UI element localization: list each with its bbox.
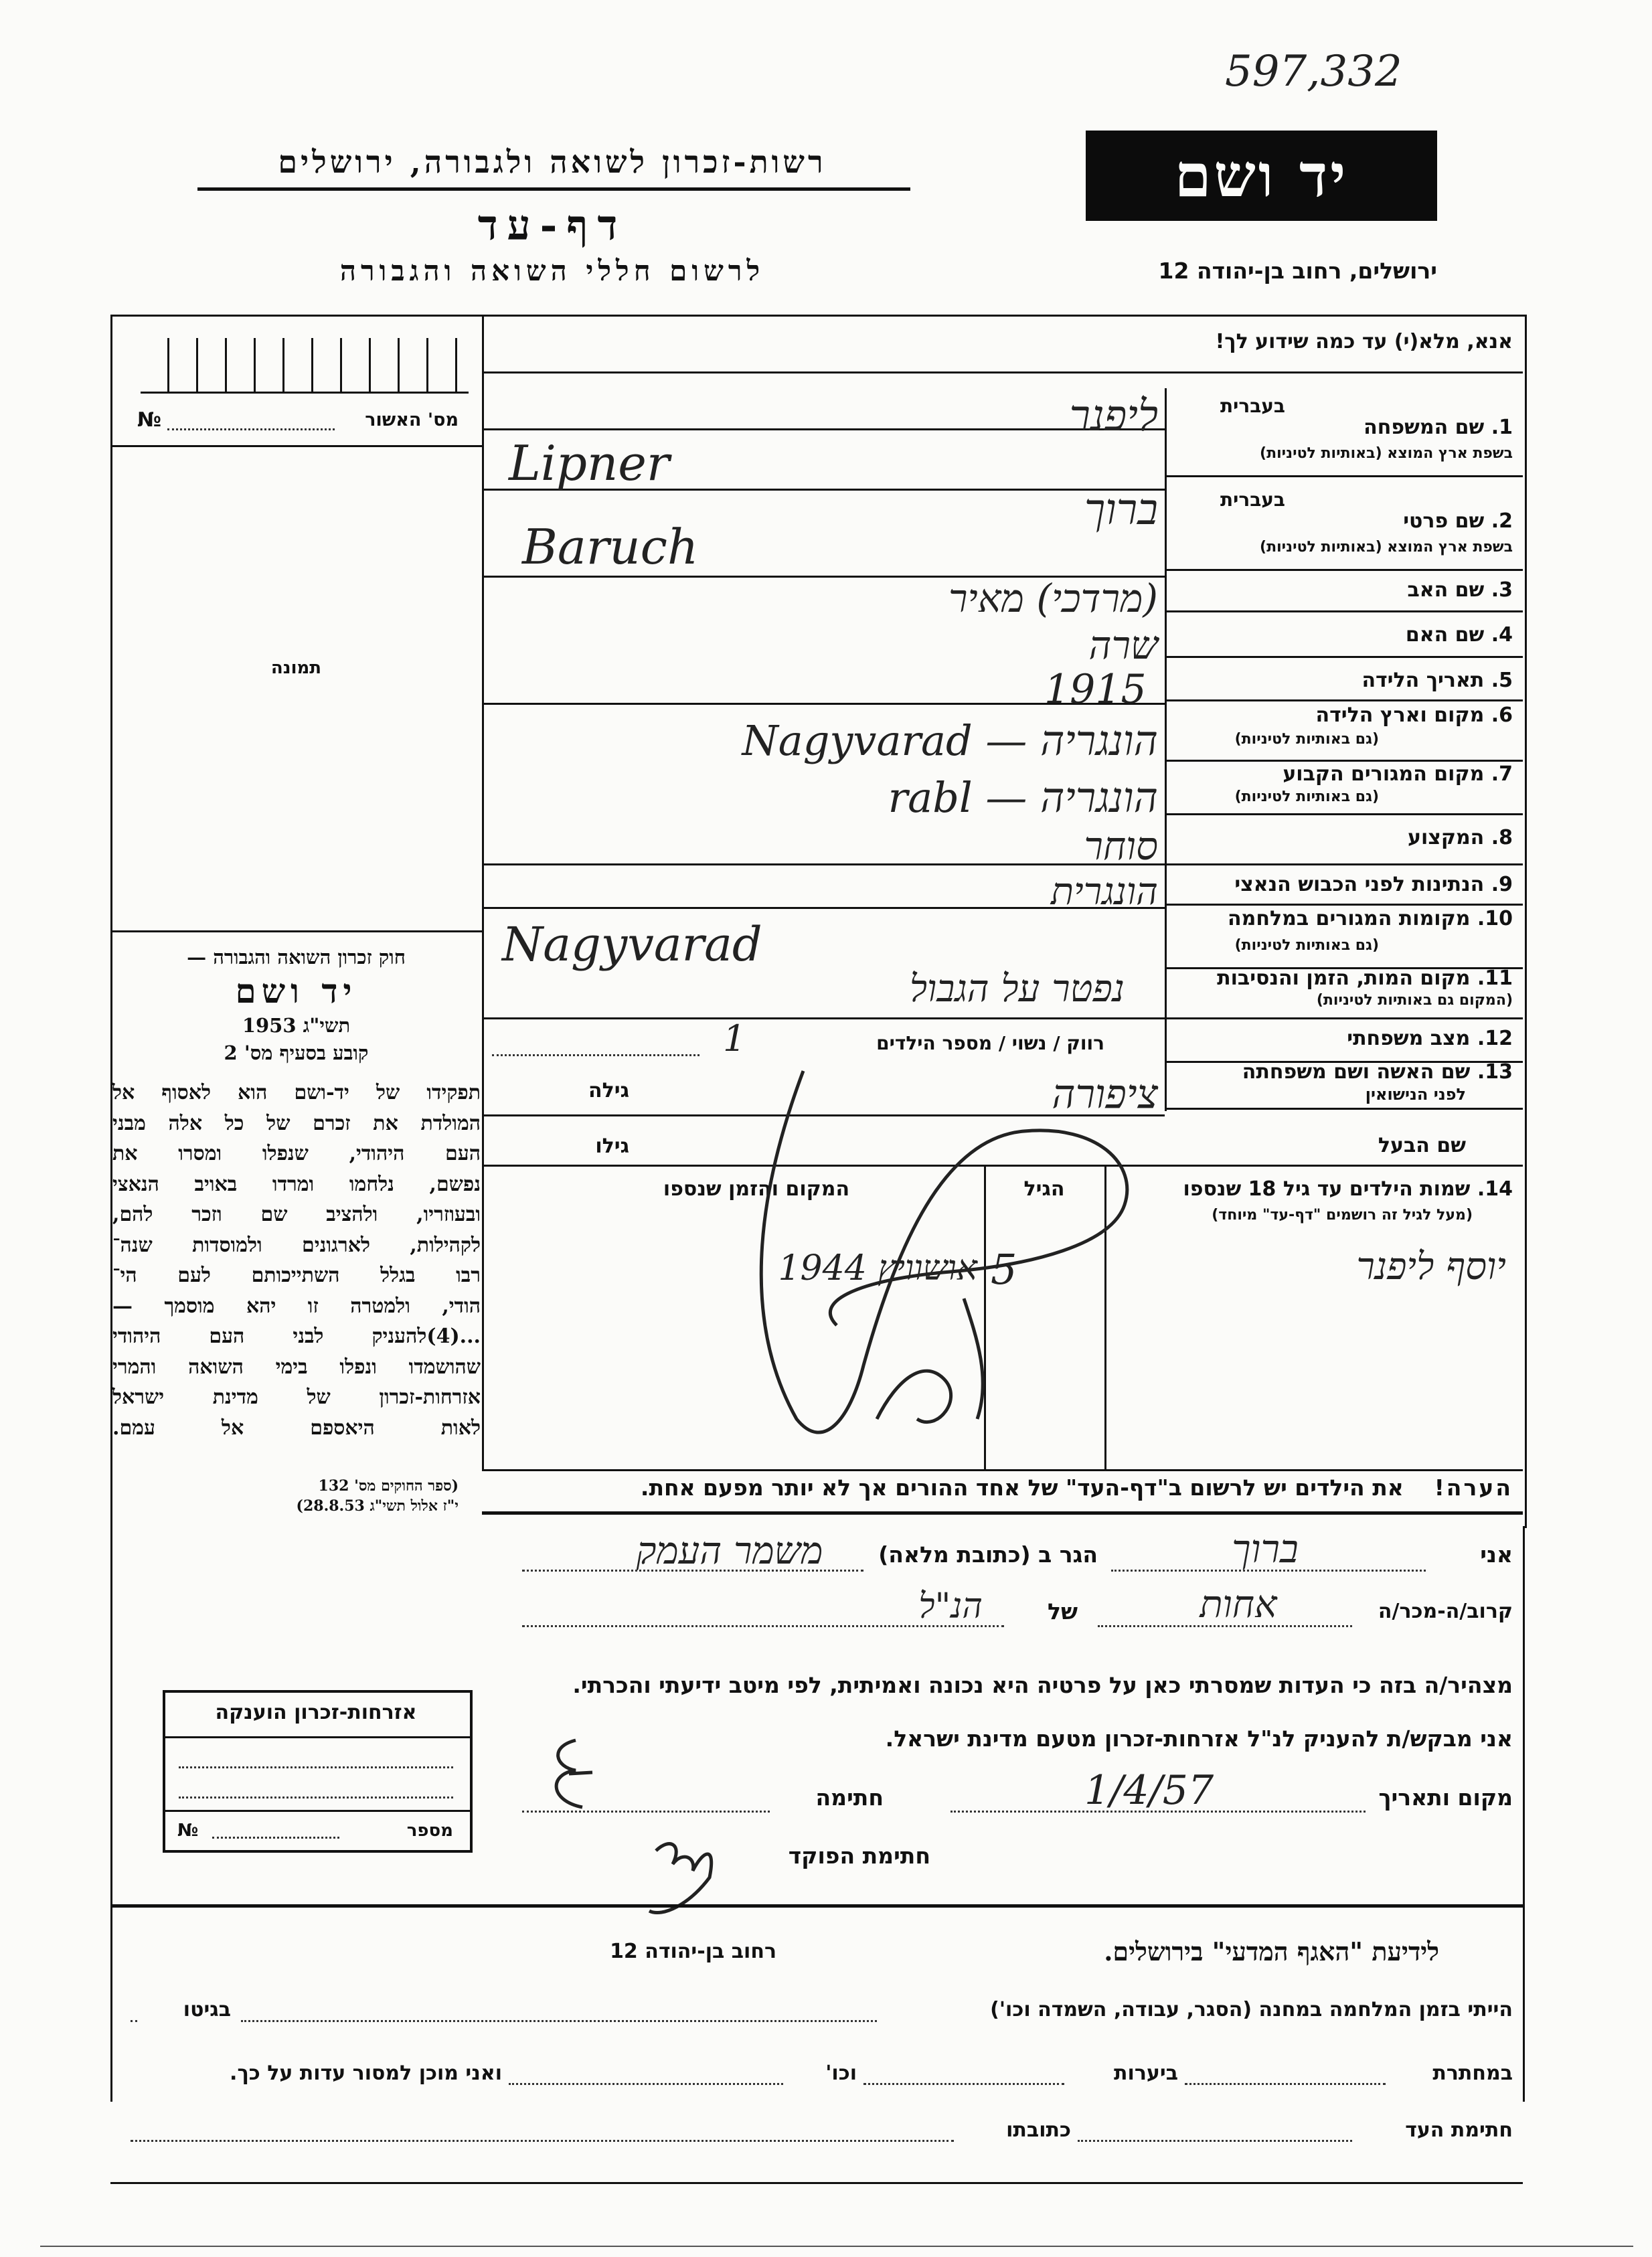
authority-heading: רשות-זכרון לשואה ולגבורה, ירושלים bbox=[278, 144, 827, 180]
wife-age-label: גילה bbox=[588, 1079, 629, 1102]
witness-sig-blank[interactable] bbox=[1078, 2140, 1352, 2142]
f14-sub-label: (מעל לגיל זה רושמים "דף-עד" מיוחד) bbox=[1212, 1207, 1473, 1224]
decl-i-label: אני bbox=[1480, 1541, 1513, 1568]
hw-children-count[interactable]: 1 bbox=[723, 1017, 746, 1060]
f2-hebrew-label: בעברית bbox=[1220, 489, 1285, 511]
f12-options: רווק / נשוי / מספר הילדים bbox=[876, 1032, 1104, 1054]
dept-rule bbox=[110, 1904, 1523, 1908]
law-text-line: המולדת את זכרם של כל אלה מבני bbox=[112, 1111, 481, 1135]
citizenship-line bbox=[179, 1766, 453, 1768]
law-block bbox=[114, 944, 479, 1067]
dept-ghetto-blank[interactable] bbox=[131, 2020, 137, 2022]
law-text-line: שהושמדו ונפלו בימי השואה והמרי bbox=[112, 1355, 481, 1379]
signature-stroke bbox=[649, 1844, 712, 1913]
hw-surname-latin[interactable]: Lipner bbox=[509, 435, 670, 491]
decl-name-line bbox=[1111, 1570, 1426, 1572]
archive-number: 597,332 bbox=[1225, 47, 1402, 96]
note-text: את הילדים יש לרשום ב"דף-העד" של אחד ההורים אך לא יותר מפעם אחת. bbox=[640, 1475, 1404, 1501]
law-ref-1: (ספר החוקים מס' 132 bbox=[318, 1477, 459, 1495]
law-text-line: העם היהודי, שנפלו ומסרו את bbox=[112, 1142, 481, 1165]
dept-camp-line: הייתי בזמן המלחמה במחנה (הסגר, עבודה, השמדה וכו') bbox=[990, 1998, 1513, 2021]
decl-relation-line bbox=[1098, 1625, 1352, 1627]
hw-declarant-name[interactable]: ברוך bbox=[1232, 1526, 1299, 1572]
photo-label: תמונה bbox=[270, 658, 322, 678]
place-date-line bbox=[951, 1811, 1366, 1813]
approval-rule bbox=[110, 445, 482, 447]
law-reference bbox=[124, 1476, 459, 1516]
citizenship-box bbox=[163, 1690, 473, 1853]
decl-relation-label: קרוב/ה-מכר/ה bbox=[1378, 1600, 1513, 1623]
decl-of-label: של bbox=[1048, 1598, 1078, 1624]
citizenship-title: אזרחות-זכרון הוענקה bbox=[215, 1701, 417, 1724]
husband-age-label: גילו bbox=[595, 1135, 629, 1158]
hw-rule bbox=[482, 1017, 1165, 1019]
f10-label: 10. מקומות המגורים במלחמה bbox=[1228, 907, 1513, 930]
dept-underground-label: במחתרת bbox=[1432, 2062, 1513, 2085]
field-rule bbox=[1165, 475, 1523, 477]
citizenship-title-rule bbox=[165, 1736, 470, 1738]
decl-address-line bbox=[522, 1570, 863, 1572]
law-name: יד ושם bbox=[235, 971, 357, 1011]
hw-mother[interactable]: שרה bbox=[1088, 622, 1158, 668]
dept-etc-label: וכו' bbox=[825, 2062, 857, 2085]
law-text-line: אזרחות-זכרון של מדינת ישראל bbox=[112, 1386, 481, 1409]
declarant-signature bbox=[535, 1734, 616, 1814]
field-rule bbox=[1165, 813, 1523, 815]
f9-label: 9. הנתינות לפני הכבוש הנאצי bbox=[1234, 873, 1513, 896]
citizenship-number-rule bbox=[165, 1810, 470, 1812]
f1-hebrew-label: בעברית bbox=[1220, 395, 1285, 417]
f13-label: 13. שם האשה ושם משפחתה bbox=[1242, 1060, 1513, 1084]
hw-residence[interactable]: הונגריה — rabl bbox=[888, 773, 1158, 822]
scribble-stroke bbox=[877, 1299, 983, 1422]
officer-sig-label: חתימת הפוקד bbox=[788, 1843, 930, 1869]
f7-sub-label: (גם באותיות לטיניות) bbox=[1234, 788, 1379, 805]
hw-date[interactable]: 1/4/57 bbox=[1084, 1767, 1214, 1814]
f11-sub-label: (המקום גם באותיות לטיניות) bbox=[1316, 992, 1513, 1009]
hw-father[interactable]: (מרדכי) מאיר bbox=[948, 576, 1158, 621]
hw-of[interactable]: הנ"ל bbox=[918, 1586, 983, 1626]
approval-tick-strip bbox=[141, 338, 469, 394]
signature-label: חתימה bbox=[815, 1784, 884, 1811]
hw-child-name[interactable]: יוסף ליפנר bbox=[1356, 1245, 1506, 1288]
place-date-label: מקום ותאריך bbox=[1378, 1784, 1513, 1811]
hw-firstname-latin[interactable]: Baruch bbox=[522, 519, 699, 575]
cross-out-scribble bbox=[723, 1044, 1258, 1459]
f11-label: 11. מקום המות, הזמן והנסיבות bbox=[1217, 967, 1513, 990]
dept-forests-label: ביערות bbox=[1114, 2062, 1178, 2085]
col-place-label: המקום והזמן שנספו bbox=[663, 1177, 850, 1201]
hw-relation[interactable]: אחות bbox=[1200, 1583, 1277, 1626]
decl-of-line bbox=[522, 1625, 1004, 1627]
citizenship-number-line[interactable] bbox=[212, 1837, 339, 1839]
col-age-label: הגיל bbox=[1023, 1177, 1065, 1201]
hw-surname-hebrew[interactable]: ליפנר bbox=[1069, 392, 1158, 441]
f8-label: 8. המקצוע bbox=[1408, 826, 1513, 849]
hw-birth-place[interactable]: הונגריה — Nagyvarad bbox=[742, 716, 1158, 765]
address-line: ירושלים, רחוב בן-יהודה 12 bbox=[1158, 258, 1437, 284]
f1-label: 1. שם המשפחה bbox=[1364, 416, 1513, 439]
f2-latin-label: בשפת ארץ המוצא (באותיות לטיניות) bbox=[1260, 539, 1513, 556]
witness-address-label: כתובתו bbox=[1006, 2118, 1071, 2142]
photo-box-rule bbox=[110, 930, 482, 932]
dept-etc-blank[interactable] bbox=[509, 2083, 783, 2085]
note-line bbox=[495, 1476, 1513, 1500]
field-rule bbox=[1165, 760, 1523, 762]
bottom-scan-strip bbox=[40, 2246, 1633, 2247]
field-rule bbox=[1165, 610, 1523, 612]
yad-vashem-logo bbox=[1086, 131, 1437, 221]
hw-firstname-hebrew[interactable]: ברוך bbox=[1084, 485, 1158, 535]
bottom-rule bbox=[110, 2182, 1523, 2184]
f1-latin-label: בשפת ארץ המוצא (באותיות לטיניות) bbox=[1260, 445, 1513, 462]
hw-declarant-address[interactable]: משמר העמק bbox=[636, 1529, 823, 1573]
note-rule-top bbox=[482, 1469, 1523, 1471]
f2-label: 2. שם פרטי bbox=[1403, 509, 1513, 533]
f6-sub-label: (גם באותיות לטיניות) bbox=[1234, 731, 1379, 748]
decl-resides-label: הגר ב (כתובת מלאה) bbox=[878, 1541, 1098, 1568]
note-rule-bottom bbox=[482, 1511, 1523, 1515]
logo-text: יד ושם bbox=[1174, 141, 1349, 210]
field-rule bbox=[1165, 863, 1523, 865]
dept-ghetto-label: בגיטו bbox=[183, 1998, 231, 2021]
witness-address-blank[interactable] bbox=[131, 2140, 954, 2142]
hw-wife[interactable]: ציפורה bbox=[1052, 1071, 1158, 1118]
law-ref-2: י"ז אלול תשי"ג 28.8.53) bbox=[296, 1497, 459, 1515]
f12-dots bbox=[492, 1054, 699, 1056]
dept-forests-blank[interactable] bbox=[863, 2083, 1064, 2085]
decl-statement: מצהיר/ה בזה כי העדות שמסרתי כאן על פרטיה היא נכונה ואמיתית, לפי מיטב ידיעתי והכרתי. bbox=[572, 1672, 1513, 1698]
f10-sub-label: (גם באותיות לטיניות) bbox=[1234, 937, 1379, 954]
frame-left-edge-extension bbox=[110, 1526, 112, 2102]
instructions-line: אנא, מלא(י) עד כמה שידוע לך! bbox=[1215, 330, 1513, 353]
f14-label: 14. שמות הילדים עד גיל 18 שנספו bbox=[1183, 1177, 1513, 1201]
instructions-rule bbox=[482, 371, 1523, 373]
husband-label: שם הבעל bbox=[1378, 1134, 1466, 1157]
field-rule bbox=[1165, 569, 1523, 571]
hw-nationality[interactable]: הונגרית bbox=[1050, 870, 1158, 914]
approval-number-line[interactable] bbox=[167, 428, 335, 430]
law-text-line: הודי, ולמטרה זו יהא מוסמך — bbox=[112, 1294, 481, 1318]
law-text bbox=[112, 1078, 481, 1443]
hw-child-age[interactable]: 5 bbox=[991, 1245, 1017, 1294]
law-text-line: ובעוזריו, ולהציב שם וזכר להם, bbox=[112, 1203, 481, 1226]
f3-label: 3. שם האב bbox=[1407, 578, 1513, 602]
field-rule bbox=[1165, 1017, 1523, 1019]
approval-label: מס' האשור bbox=[365, 410, 459, 430]
officer-signature bbox=[636, 1824, 743, 1924]
dept-underground-blank[interactable] bbox=[1185, 2083, 1386, 2085]
f6-label: 6. מקום וארץ הלידה bbox=[1315, 703, 1513, 727]
dept-title: לידיעת "האגף המדעי" בירושלים. bbox=[1104, 1936, 1439, 1967]
law-title: חוק זכרון השואה והגבורה — bbox=[187, 946, 406, 969]
hw-occupation[interactable]: סוחר bbox=[1084, 823, 1158, 869]
f13-sub-label: לפני הנישואין bbox=[1365, 1085, 1466, 1104]
f12-label: 12. מצב משפחתי bbox=[1347, 1027, 1513, 1050]
f4-label: 4. שם האם bbox=[1405, 623, 1513, 647]
decl-request: אני מבקש/ת להעניק לנ"ל אזרחות-זכרון מטעם מדינת ישראל. bbox=[885, 1726, 1513, 1752]
signature-stroke bbox=[556, 1740, 592, 1807]
field-rule bbox=[1165, 904, 1523, 906]
law-text-line: תפקידו של יד-ושם הוא לאסוף אל bbox=[112, 1081, 481, 1104]
hw-child-place[interactable]: אושוויץ 1944 bbox=[778, 1248, 977, 1288]
f5-label: 5. תאריך הלידה bbox=[1361, 669, 1513, 692]
approval-number-sign: № bbox=[137, 408, 162, 432]
note-label: הערה! bbox=[1434, 1475, 1513, 1501]
authority-underline bbox=[197, 187, 910, 191]
witness-sig-label: חתימת העד bbox=[1405, 2118, 1513, 2142]
law-text-line: לקהילות, לארגונים ולמוסדות שנה־ bbox=[112, 1233, 481, 1257]
frame-right-edge-extension bbox=[1523, 1526, 1525, 2102]
field-rule bbox=[1165, 699, 1523, 701]
law-text-line: רבו בגלל השתייכותם לעם הי־ bbox=[112, 1264, 481, 1287]
hw-birth-year[interactable]: 1915 bbox=[1044, 666, 1147, 713]
hw-death-place[interactable]: נפטר על הגבול bbox=[909, 967, 1125, 1011]
form-subtitle: לרשום חללי השואה והגבורה bbox=[339, 254, 765, 287]
label-column-divider bbox=[1165, 388, 1167, 1111]
form-title: דף-עד bbox=[477, 201, 627, 250]
citizenship-number-label: מספר bbox=[406, 1821, 453, 1841]
dept-camp-blank[interactable] bbox=[241, 2020, 877, 2022]
f7-label: 7. מקום המגורים הקבוע bbox=[1283, 762, 1513, 786]
law-text-line: לאות היאספם אל עמם. bbox=[112, 1416, 481, 1440]
law-text-line: ...(4)להעניק לבני העם היהודי bbox=[112, 1325, 481, 1348]
field-rule bbox=[1165, 656, 1523, 658]
citizenship-number-sign: № bbox=[177, 1821, 199, 1841]
hw-wartime-places[interactable]: Nagyvarad bbox=[502, 917, 762, 972]
citizenship-line bbox=[179, 1796, 453, 1799]
law-clause: קובע בסעיף מס' 2 bbox=[224, 1041, 369, 1064]
dept-ready-label: ואני מוכן למסור עדות על כך. bbox=[230, 2062, 502, 2085]
dept-address: רחוב בן-יהודה 12 bbox=[610, 1940, 776, 1963]
law-year: תשי"ג 1953 bbox=[242, 1014, 351, 1037]
law-text-line: נפשם, נלחמו ומרדו באויב הנאצי bbox=[112, 1172, 481, 1196]
